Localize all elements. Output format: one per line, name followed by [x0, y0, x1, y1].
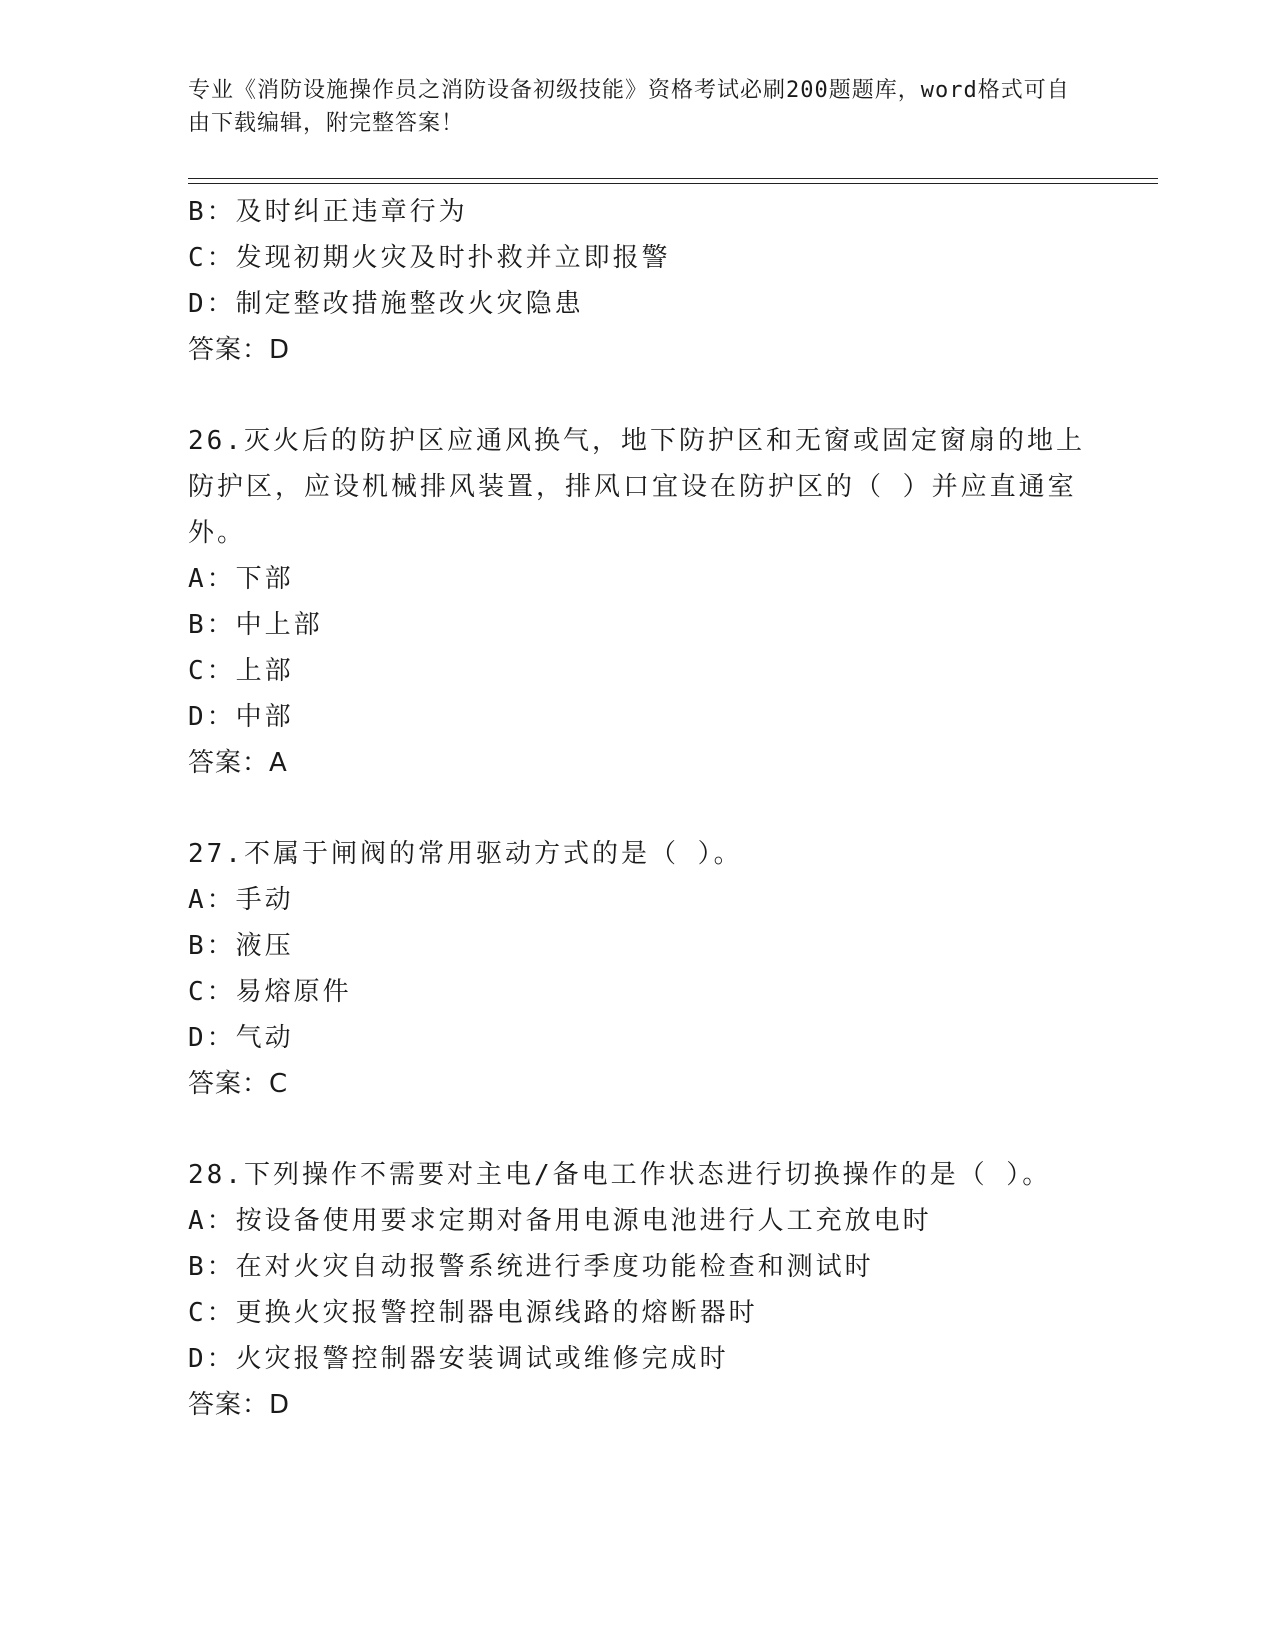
- question-27: [188, 831, 1088, 1107]
- header-divider-top: [188, 178, 1158, 179]
- option-c: C：易熔原件: [188, 977, 352, 1007]
- answer-line: 答案：D: [188, 335, 291, 365]
- option-c: C：上部: [188, 656, 294, 686]
- spacer: [188, 373, 1088, 418]
- header-divider-bottom: [188, 183, 1158, 184]
- answer-line: 答案：A: [188, 748, 288, 778]
- option-a: A：下部: [188, 564, 294, 594]
- option-b: B：在对火灾自动报警系统进行季度功能检查和测试时: [188, 1252, 874, 1282]
- option-d: D：中部: [188, 702, 294, 732]
- option-b: B：液压: [188, 931, 294, 961]
- question-stem: 26.灭火后的防护区应通风换气，地下防护区和无窗或固定窗扇的地上防护区，应设机械排风装置，排风口宜设在防护区的（ ）并应直通室外。: [188, 426, 1085, 548]
- option-c: C：发现初期火灾及时扑救并立即报警: [188, 243, 671, 273]
- option-b: B：及时纠正违章行为: [188, 197, 468, 227]
- option-a: A：手动: [188, 885, 294, 915]
- prev-question-block: [188, 189, 1088, 373]
- question-stem: 28.下列操作不需要对主电/备电工作状态进行切换操作的是（ ）。: [188, 1160, 1052, 1190]
- question-list: [188, 189, 1088, 1428]
- answer-line: 答案：C: [188, 1069, 289, 1099]
- spacer: [188, 1107, 1088, 1152]
- option-d: D：气动: [188, 1023, 294, 1053]
- option-d: D：制定整改措施整改火灾隐患: [188, 289, 584, 319]
- option-c: C：更换火灾报警控制器电源线路的熔断器时: [188, 1298, 758, 1328]
- option-b: B：中上部: [188, 610, 323, 640]
- option-d: D：火灾报警控制器安装调试或维修完成时: [188, 1344, 729, 1374]
- question-28: [188, 1152, 1088, 1428]
- document-header: 专业《消防设施操作员之消防设备初级技能》资格考试必刷200题题库，word格式可自由下载编辑，附完整答案！: [188, 78, 1070, 136]
- spacer: [188, 786, 1088, 831]
- question-26: [188, 418, 1088, 786]
- question-stem: 27.不属于闸阀的常用驱动方式的是（ ）。: [188, 839, 743, 869]
- option-a: A：按设备使用要求定期对备用电源电池进行人工充放电时: [188, 1206, 932, 1236]
- answer-line: 答案：D: [188, 1390, 291, 1420]
